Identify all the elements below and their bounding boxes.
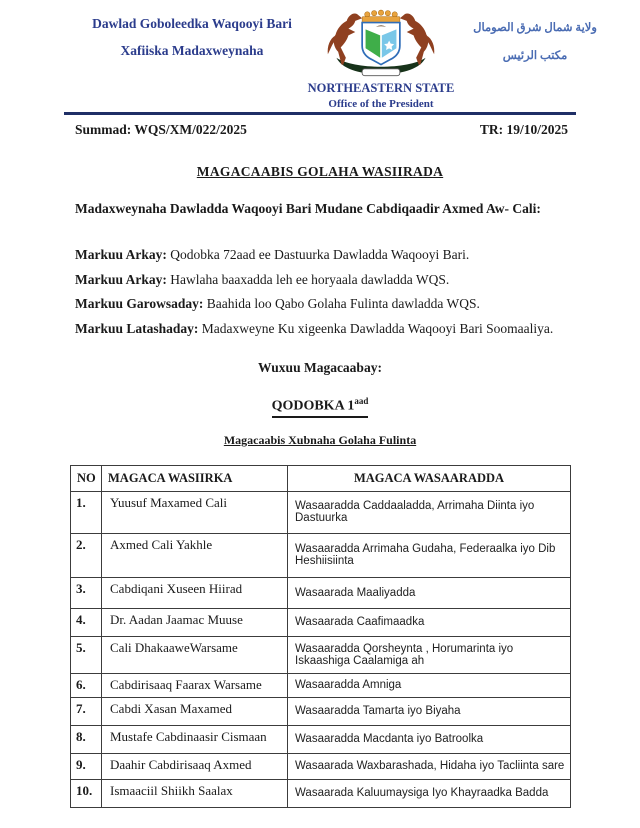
- ministry-name-cell: Wasaaradda Macdanta iyo Batroolka: [288, 725, 571, 753]
- row-number-cell: 4.: [71, 608, 102, 636]
- article-ordinal-suffix: aad: [354, 396, 369, 407]
- ministry-name-cell: Wasaarada Maaliyadda: [288, 577, 571, 608]
- preamble-label: Markuu Arkay:: [75, 271, 167, 287]
- preamble-label: Markuu Garowsaday:: [75, 296, 204, 312]
- minister-name-cell: Axmed Cali Yakhle: [102, 533, 288, 577]
- office-name-arabic: مكتب الرئيس: [502, 50, 568, 62]
- letterhead-somali-block: [78, 8, 306, 59]
- addressee-line: Madaxweynaha Dawladda Waqooyi Bari Mudane Cabdiqaadir Axmed Aw- Cali:: [75, 201, 541, 216]
- ministry-name-cell: Wasaarada Waxbarashada, Hidaha iyo Tacliinta sare: [288, 753, 571, 779]
- table-row: [71, 725, 571, 753]
- minister-name-cell: Mustafe Cabdinaasir Cismaan: [102, 725, 288, 753]
- row-number-cell: 6.: [71, 673, 102, 697]
- article-heading: [272, 396, 369, 418]
- ministers-table-header: [71, 465, 571, 491]
- reference-date: TR: 19/10/2025: [479, 122, 568, 137]
- article-number: QODOBKA 1: [271, 398, 355, 414]
- letterhead-emblem-block: [306, 8, 456, 110]
- office-name-somali: Xafiiska Madaxweynaha: [120, 43, 264, 58]
- ministry-name-cell: Wasaarada Caafimaadka: [288, 608, 571, 636]
- decree-block: [0, 360, 640, 448]
- reference-number: Summad: WQS/XM/022/2025: [75, 122, 247, 137]
- row-number-cell: 2.: [71, 533, 102, 577]
- minister-name-cell: Daahir Cabdirisaaq Axmed: [102, 753, 288, 779]
- preamble-label: Markuu Latashaday:: [75, 320, 199, 336]
- row-number-cell: 10.: [71, 779, 102, 807]
- column-header-minister-name: MAGACA WASIIRKA: [102, 465, 288, 491]
- reference-line: [75, 122, 568, 138]
- letterhead: [0, 0, 640, 110]
- decree-lead: Wuxuu Magacaabay:: [258, 360, 382, 376]
- column-header-ministry-name: MAGACA WASAARADDA: [288, 465, 571, 491]
- office-name-english: Office of the President: [328, 98, 434, 110]
- table-row: [71, 697, 571, 725]
- table-row: [71, 608, 571, 636]
- state-name-somali: Dawlad Goboleedka Waqooyi Bari: [92, 16, 292, 31]
- minister-name-cell: Dr. Aadan Jaamac Muuse: [102, 608, 288, 636]
- row-number-cell: 1.: [71, 491, 102, 533]
- row-number-cell: 7.: [71, 697, 102, 725]
- preamble-line: [75, 272, 576, 288]
- preamble-line: [75, 296, 576, 312]
- row-number-cell: 3.: [71, 577, 102, 608]
- preamble-text: Qodobka 72aad ee Dastuurka Dawladda Waqooyi Bari.: [166, 247, 470, 262]
- ministry-name-cell: Wasaarada Kaluumaysiga Iyo Khayraadka Badda: [288, 779, 571, 807]
- ministry-name-cell: Wasaaradda Tamarta iyo Biyaha: [288, 697, 571, 725]
- preamble-text: Madaxweyne Ku xigeenka Dawladda Waqooyi Bari Soomaaliya.: [198, 320, 554, 336]
- state-name-english: NORTHEASTERN STATE: [307, 81, 455, 95]
- minister-name-cell: Cabdiqani Xuseen Hiirad: [102, 577, 288, 608]
- row-number-cell: 8.: [71, 725, 102, 753]
- preamble-line: [75, 321, 576, 337]
- table-row: [71, 753, 571, 779]
- preamble-label: Markuu Arkay:: [75, 247, 167, 262]
- ministry-name-cell: Wasaaradda Caddaaladda, Arrimaha Diinta iyo Dastuurka: [288, 491, 571, 533]
- ministry-name-cell: Wasaaradda Amniga: [288, 673, 571, 697]
- preamble: [75, 247, 576, 336]
- minister-name-cell: Cabdi Xasan Maxamed: [102, 697, 288, 725]
- preamble-text: Hawlaha baaxadda leh ee horyaala dawladda WQS.: [166, 271, 450, 287]
- column-header-no: NO: [71, 465, 102, 491]
- minister-name-cell: Ismaaciil Shiikh Saalax: [102, 779, 288, 807]
- table-row: [71, 533, 571, 577]
- row-number-cell: 5.: [71, 636, 102, 673]
- preamble-line: [75, 247, 576, 263]
- header-divider: [64, 112, 576, 115]
- table-row: [71, 636, 571, 673]
- minister-name-cell: Yuusuf Maxamed Cali: [102, 491, 288, 533]
- row-number-cell: 9.: [71, 753, 102, 779]
- preamble-text: Baahida loo Qabo Golaha Fulinta dawladda WQS.: [203, 296, 480, 312]
- table-subtitle: Magacaabis Xubnaha Golaha Fulinta: [223, 432, 417, 447]
- ministry-name-cell: Wasaaradda Arrimaha Gudaha, Federaalka iyo Dib Heshiisiinta: [288, 533, 571, 577]
- ministry-name-cell: Wasaaradda Qorsheynta , Horumarinta iyo Iskaashiga Caalamiga ah: [288, 636, 571, 673]
- state-name-arabic: ولاية شمال شرق الصومال: [473, 22, 597, 34]
- minister-name-cell: Cali DhakaaweWarsame: [102, 636, 288, 673]
- table-row: [71, 491, 571, 533]
- coat-of-arms-icon: [320, 8, 442, 80]
- ministers-table-body: [71, 491, 571, 807]
- table-row: [71, 673, 571, 697]
- ministers-table: [70, 465, 571, 808]
- table-row: [71, 577, 571, 608]
- minister-name-cell: Cabdirisaaq Faarax Warsame: [102, 673, 288, 697]
- table-row: [71, 779, 571, 807]
- document-title: MAGACAABIS GOLAHA WASIIRADA: [196, 164, 444, 179]
- letterhead-arabic-block: [456, 8, 614, 62]
- article-heading-wrap: [0, 385, 640, 418]
